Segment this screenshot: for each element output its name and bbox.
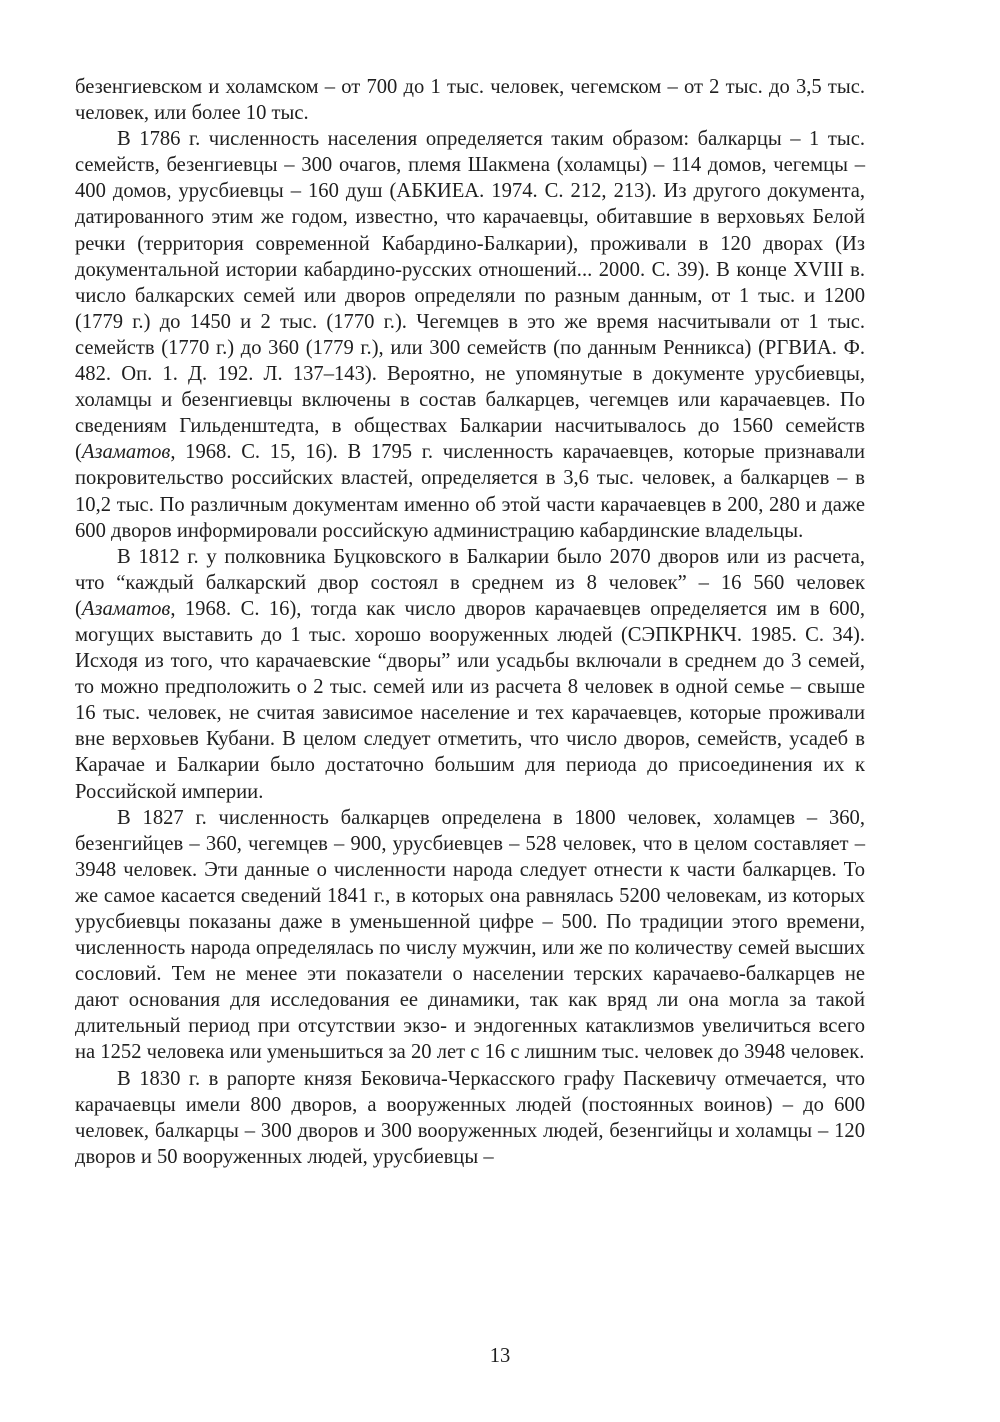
paragraph-text: , 1968. С. 16), тогда как число дворов карачаевцев определяется им в 600, могущих выставить до 1 тыс. хорошо вооруженных людей (СЭПКРНКЧ. 1985. С. 34). Исходя из того, что карачаевские “дворы” или усадьбы включали в среднем до 3 семей, то можно предположить о 2 тыс. семей или из расчета 8 человек в одной семье – свыше 16 тыс. человек, не считая зависимое население и тех карачаевцев, которые проживали вне верховьев Кубани. В целом следует отметить, что число дворов, семейств, усадеб в Карачае и Балкарии было достаточно большим для периода до присоединения их к Российской империи.	[75, 597, 865, 803]
italic-author-name: Азаматов	[81, 441, 171, 464]
paragraph-text: В 1786 г. численность населения определяется таким образом: балкарцы – 1 тыс. семейств, безенгиевцы – 300 очагов, племя Шакмена (холамцы) – 114 домов, чегемцы – 400 домов, урусбиевцы – 160 душ (АБКИЕА. 1974. С. 212, 213). Из другого документа, датированного этим же годом, известно, что карачаевцы, обитавшие в верховьях Белой речки (территория современной Кабардино-Балкарии), проживали в 120 дворах (Из документальной истории кабардино-русских отношений... 2000. С. 39). В конце XVIII в. число балкарских семей или дворов определяли по разным данным, от 1 тыс. и 1200 (1779 г.) до 1450 и 2 тыс. (1770 г.). Чегемцев в это же время насчитывали от 1 тыс. семейств (1770 г.) до 360 (1779 г.), или 300 семейств (по данным Ренникса) (РГВИА. Ф. 482. Оп. 1. Д. 192. Л. 137–143). Вероятно, не упомянутые в документе урусбиевцы, холамцы и безенгиевцы включены в состав балкарцев, чегемцев или карачаевцев. По сведениям Гильденштедта, в обществах Балкарии насчитывалось до 1560 семейств (	[75, 128, 865, 464]
body-text	[75, 74, 865, 1170]
paragraph-text: В 1830 г. в рапорте князя Бековича-Черкасского графу Паскевичу отмечается, что карачаевцы имели 800 дворов, а вооруженных людей (постоянных воинов) – до 600 человек, балкарцы – 300 дворов и 300 вооруженных людей, безенгийцы и холамцы – 120 дворов и 50 вооруженных людей, урусбиевцы –	[75, 1067, 865, 1168]
paragraph	[75, 126, 865, 544]
paragraph	[75, 74, 865, 126]
page-number: 13	[489, 1345, 511, 1367]
paragraph-text: В 1812 г. у полковника Буцковского в Балкарии было 2070 дворов или из расчета, что “каждый балкарский двор состоял в среднем из 8 человек” – 16 560 человек (	[75, 545, 865, 620]
paragraph	[75, 1066, 865, 1170]
paragraph	[75, 805, 865, 1066]
paragraph	[75, 544, 865, 805]
paragraph-text: безенгиевском и холамском – от 700 до 1 тыс. человек, чегемском – от 2 тыс. до 3,5 тыс. человек, или более 10 тыс.	[75, 76, 865, 125]
italic-author-name: Азаматов	[81, 597, 171, 620]
paragraph-text: , 1968. С. 15, 16). В 1795 г. численность карачаевцев, которые признавали покровительство российских властей, определяется в 3,6 тыс. человек, а балкарцев – в 10,2 тыс. По различным документам именно об этой части карачаевцев в 200, 280 и даже 600 дворов информировали российскую администрацию кабардинские владельцы.	[75, 441, 865, 542]
paragraph-text: В 1827 г. численность балкарцев определена в 1800 человек, холамцев – 360, безенгийцев – 360, чегемцев – 900, урусбиевцев – 528 человек, что в целом составляет – 3948 человек. Эти данные о численности народа следует отнести к части балкарцев. То же самое касается сведений 1841 г., в которых она равнялась 5200 человекам, из которых урусбиевцы показаны даже в уменьшенной цифре – 500. По традиции этого времени, численность народа определялась по числу мужчин, или же по количеству семей высших сословий. Тем не менее эти показатели о населении терских карачаево-балкарцев не дают основания для исследования ее динамики, так как вряд ли она могла за такой длительный период при отсутствии экзо- и эндогенных катаклизмов увеличиться всего на 1252 человека или уменьшиться за 20 лет с 16 с лишним тыс. человек до 3948 человек.	[75, 806, 865, 1064]
